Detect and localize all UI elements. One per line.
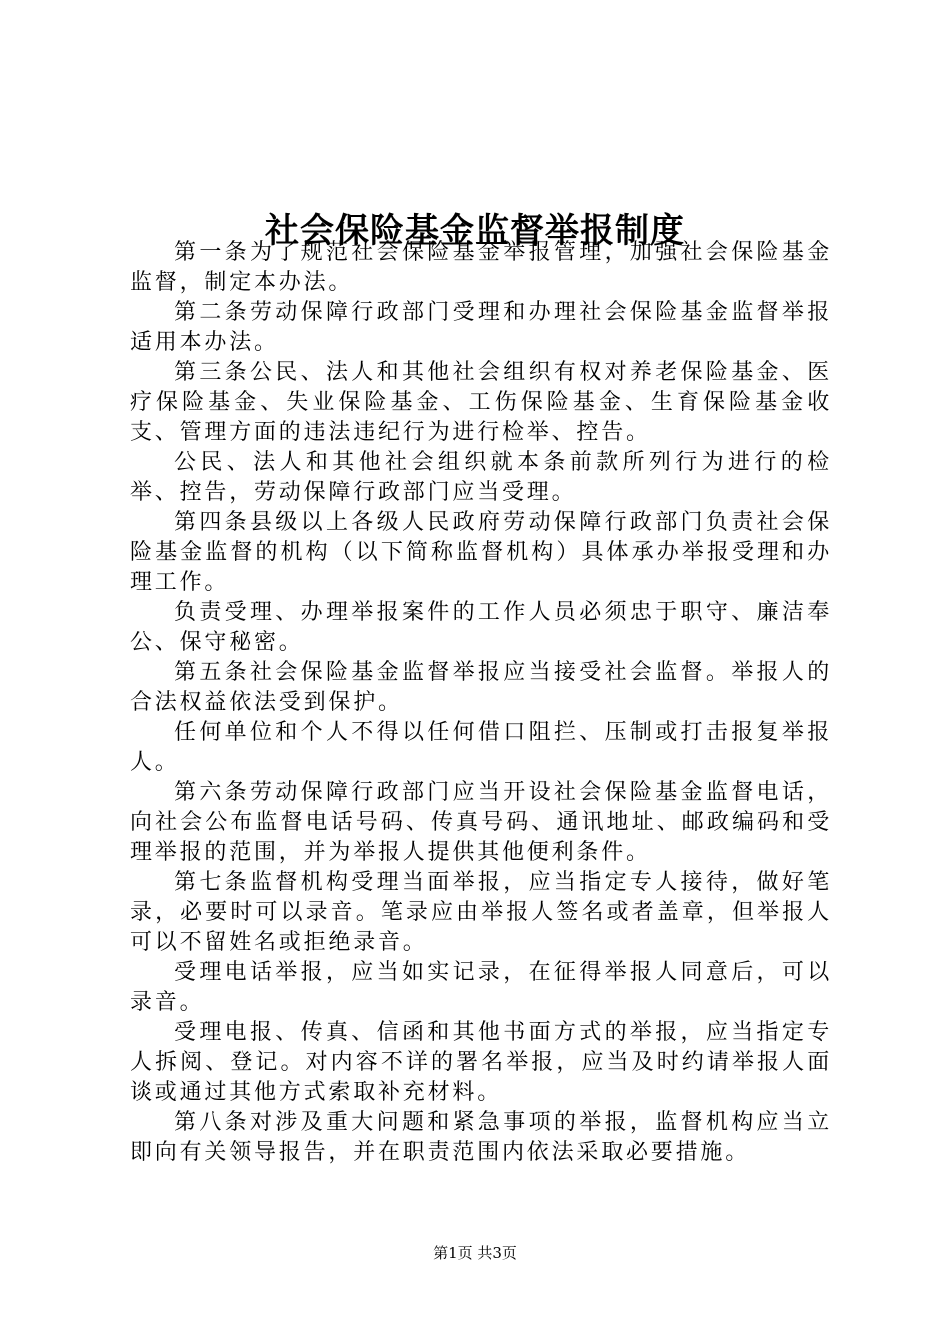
paragraph-13: 第八条对涉及重大问题和紧急事项的举报，监督机构应当立即向有关领导报告，并在职责范围内依法采取必要措施。 xyxy=(130,1110,832,1165)
paragraph-2: 第二条劳动保障行政部门受理和办理社会保险基金监督举报适用本办法。 xyxy=(130,300,832,355)
document-title: 社会保险基金监督举报制度 xyxy=(265,210,685,251)
paragraph-5: 第四条县级以上各级人民政府劳动保障行政部门负责社会保险基金监督的机构（以下简称监督机构）具体承办举报受理和办理工作。 xyxy=(130,510,832,595)
paragraph-9: 第六条劳动保障行政部门应当开设社会保险基金监督电话，向社会公布监督电话号码、传真号码、通讯地址、邮政编码和受理举报的范围，并为举报人提供其他便利条件。 xyxy=(130,780,832,865)
paragraph-4: 公民、法人和其他社会组织就本条前款所列行为进行的检举、控告，劳动保障行政部门应当受理。 xyxy=(130,450,832,505)
paragraph-6: 负责受理、办理举报案件的工作人员必须忠于职守、廉洁奉公、保守秘密。 xyxy=(130,600,832,655)
paragraph-8: 任何单位和个人不得以任何借口阻拦、压制或打击报复举报人。 xyxy=(130,720,832,775)
document-body xyxy=(130,238,832,1168)
paragraph-10: 第七条监督机构受理当面举报，应当指定专人接待，做好笔录，必要时可以录音。笔录应由举报人签名或者盖章，但举报人可以不留姓名或拒绝录音。 xyxy=(130,870,832,955)
paragraph-12: 受理电报、传真、信函和其他书面方式的举报，应当指定专人拆阅、登记。对内容不详的署名举报，应当及时约请举报人面谈或通过其他方式索取补充材料。 xyxy=(130,1020,832,1105)
page-number-footer: 第1页 共3页 xyxy=(433,1244,517,1262)
paragraph-3: 第三条公民、法人和其他社会组织有权对养老保险基金、医疗保险基金、失业保险基金、工伤保险基金、生育保险基金收支、管理方面的违法违纪行为进行检举、控告。 xyxy=(130,360,832,445)
paragraph-7: 第五条社会保险基金监督举报应当接受社会监督。举报人的合法权益依法受到保护。 xyxy=(130,660,832,715)
paragraph-1: 第一条为了规范社会保险基金举报管理，加强社会保险基金监督，制定本办法。 xyxy=(130,240,832,295)
paragraph-11: 受理电话举报，应当如实记录，在征得举报人同意后，可以录音。 xyxy=(130,960,832,1015)
